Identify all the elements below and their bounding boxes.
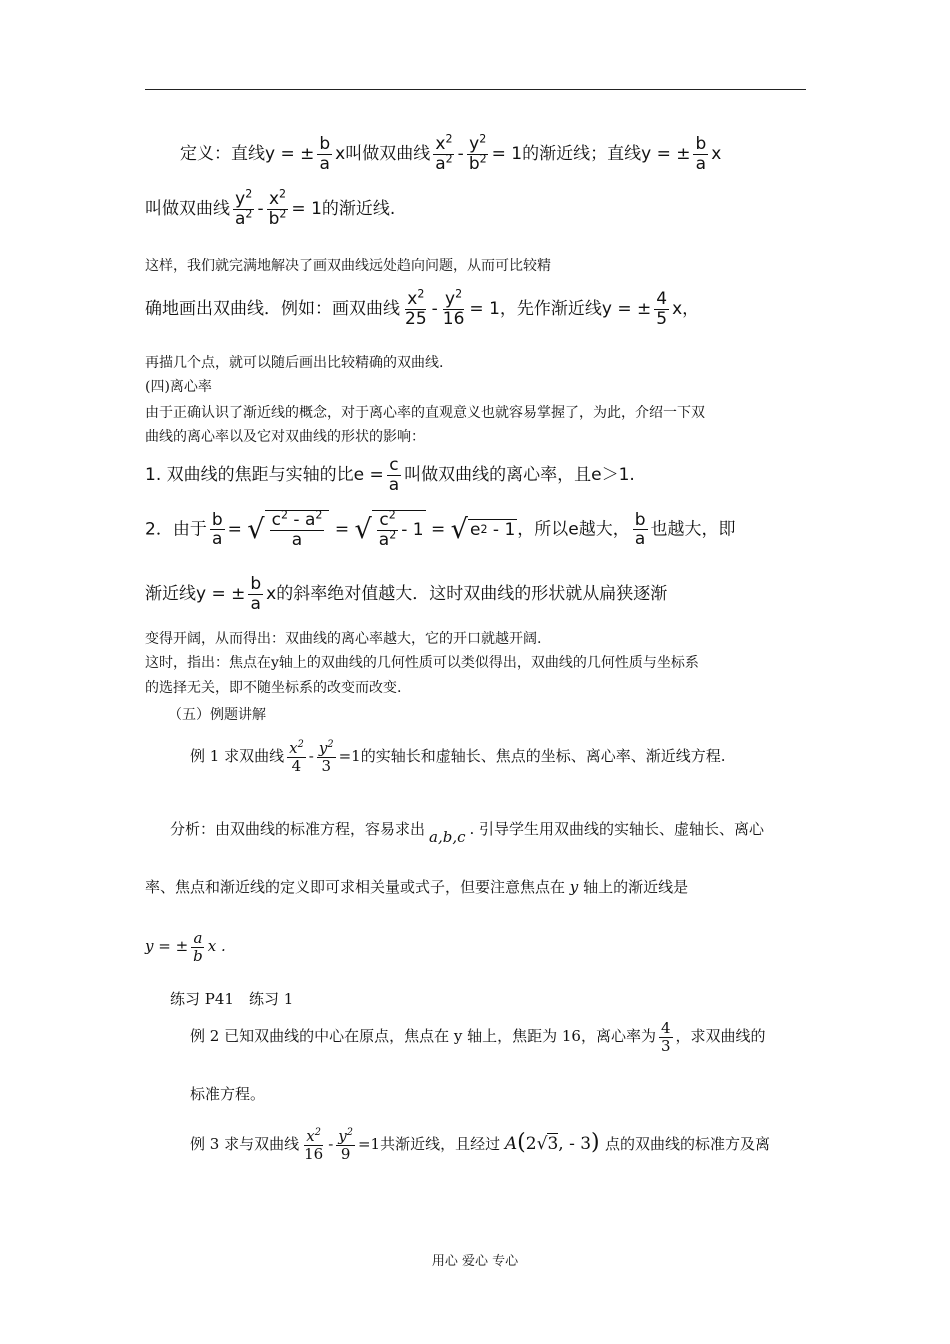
example-2-continued: 标准方程。 — [190, 1085, 266, 1103]
asymptote-slope-line: 渐近线y = ± $\frac{b}{a}$ x的斜率绝对值越大．这时双曲线的形状就从扁狭逐渐 — [145, 574, 668, 614]
list-item-2: 2．由于 $\frac{b}{a}$ = √ $\frac{c^2 - a^2}{a}$ = √ $\frac{c^2}{a^2}$ - 1 = √ e 2 - 1 ，所以e越大， $\frac{b}{a}$ 也越大，即 — [145, 508, 736, 550]
text: 定义：直线y = ± — [180, 144, 315, 165]
fraction-4-over-5: $\frac{4}{5}$ — [656, 289, 668, 329]
point-A: A(2√3, - 3) — [504, 1130, 600, 1155]
text: x叫做双曲线 — [335, 144, 431, 165]
fraction-y2-over-a2: $\frac{y^2}{a^2}$ — [235, 187, 253, 229]
paragraph: 变得开阔，从而得出：双曲线的离心率越大，它的开口就越开阔. — [145, 631, 542, 647]
sqrt-expression-2: √ $\frac{c^2}{a^2}$ - 1 — [354, 508, 424, 550]
text: = 1的渐近线；直线y = ± — [491, 144, 691, 165]
fraction-b-over-a: $\frac{b}{a}$ — [634, 509, 646, 550]
paragraph: 这样，我们就完满地解决了画双曲线远处趋向问题，从而可比较精 — [145, 258, 551, 274]
paragraph: 由于正确认识了渐近线的概念，对于离心率的直观意义也就容易掌握了，为此，介绍一下双 — [145, 405, 705, 421]
example-3: 例 3 求与双曲线 $\frac{x^2}{16}$ - $\frac{y^2}{9}$ =1共渐近线，且经过 A(2√3, - 3) 点的双曲线的标准方及离 — [190, 1127, 771, 1163]
paragraph: 这时，指出：焦点在y轴上的双曲线的几何性质可以类似得出，双曲线的几何性质与坐标系 — [145, 655, 699, 671]
fraction-x2-over-16: $\frac{x^2}{16}$ — [304, 1127, 324, 1163]
section-heading: （五）例题讲解 — [168, 707, 266, 723]
example-draw-line: 确地画出双曲线．例如：画双曲线 $\frac{x^2}{25}$ - $\frac{y^2}{16}$ = 1，先作渐近线y = ± $\frac{4}{5}$ x， — [145, 287, 700, 329]
fraction-x2-over-25: $\frac{x^2}{25}$ — [405, 287, 427, 329]
practice-line: 练习 P41 练习 1 — [170, 990, 294, 1008]
paragraph: 的选择无关，即不随坐标系的改变而改变. — [145, 680, 402, 696]
fraction-4-over-3: $\frac{4}{3}$ — [660, 1019, 671, 1055]
list-item-1: 1. 双曲线的焦距与实轴的比e = $\frac{c}{a}$ 叫做双曲线的离心率，且e＞1. — [145, 455, 635, 495]
analysis-line-2: 率、焦点和渐近线的定义即可求相关量或式子，但要注意焦点在 y 轴上的渐近线是 — [145, 878, 689, 896]
paragraph: 曲线的离心率以及它对双曲线的形状的影响： — [145, 429, 425, 445]
sqrt-expression-3: √ e 2 - 1 — [450, 514, 516, 546]
fraction-x2-over-a2: $\frac{x^2}{a^2}$ — [435, 132, 453, 174]
fraction-x2-over-4: $\frac{x^2}{4}$ — [289, 739, 304, 775]
fraction-b-over-a: $\frac{b}{a}$ — [250, 574, 262, 614]
fraction-b-over-a: $\frac{b}{a}$ — [695, 134, 707, 174]
example-1: 例 1 求双曲线 $\frac{x^2}{4}$ - $\frac{y^2}{3}$ =1的实轴长和虚轴长、焦点的坐标、离心率、渐近线方程. — [190, 739, 726, 775]
paragraph: 再描几个点，就可以随后画出比较精确的双曲线. — [145, 355, 444, 371]
fraction-a-over-b: $\frac{a}{b}$ — [193, 929, 203, 965]
fraction-y2-over-3: $\frac{y^2}{3}$ — [318, 739, 334, 775]
analysis-line-1: 分析：由双曲线的标准方程，容易求出 a,b,c . 引导学生用双曲线的实轴长、虚轴长、离心 — [170, 820, 765, 846]
fraction-y2-over-b2: $\frac{y^2}{b^2}$ — [468, 132, 487, 174]
section-heading: (四)离心率 — [145, 379, 212, 395]
fraction-x2-over-b2: $\frac{x^2}{b^2}$ — [268, 187, 287, 229]
fraction-c-over-a: $\frac{c}{a}$ — [388, 455, 400, 495]
fraction-b-over-a: $\frac{b}{a}$ — [319, 134, 331, 174]
definition-line-2: 叫做双曲线 $\frac{y^2}{a^2}$ - $\frac{x^2}{b^2}$ = 1的渐近线. — [145, 187, 396, 229]
sqrt-expression-1: √ $\frac{c^2 - a^2}{a}$ — [247, 510, 329, 549]
fraction-b-over-a: $\frac{b}{a}$ — [211, 509, 223, 550]
fraction-y2-over-9: $\frac{y^2}{9}$ — [338, 1127, 353, 1163]
analysis-line-3: y = ± $\frac{a}{b}$ x . — [145, 929, 226, 965]
fraction-y2-over-16: $\frac{y^2}{16}$ — [442, 287, 465, 329]
definition-line-1: 定义：直线y = ± $\frac{b}{a}$ x叫做双曲线 $\frac{x^2}{a^2}$ - $\frac{y^2}{b^2}$ = 1的渐近线；直线y = ± $\frac{b}{a}$ x — [180, 132, 722, 174]
page-footer: 用心 爱心 专心 — [431, 1254, 519, 1269]
header-rule — [145, 89, 806, 90]
example-2: 例 2 已知双曲线的中心在原点，焦点在 y 轴上，焦距为 16，离心率为 $\frac{4}{3}$ ，求双曲线的 — [190, 1019, 766, 1055]
